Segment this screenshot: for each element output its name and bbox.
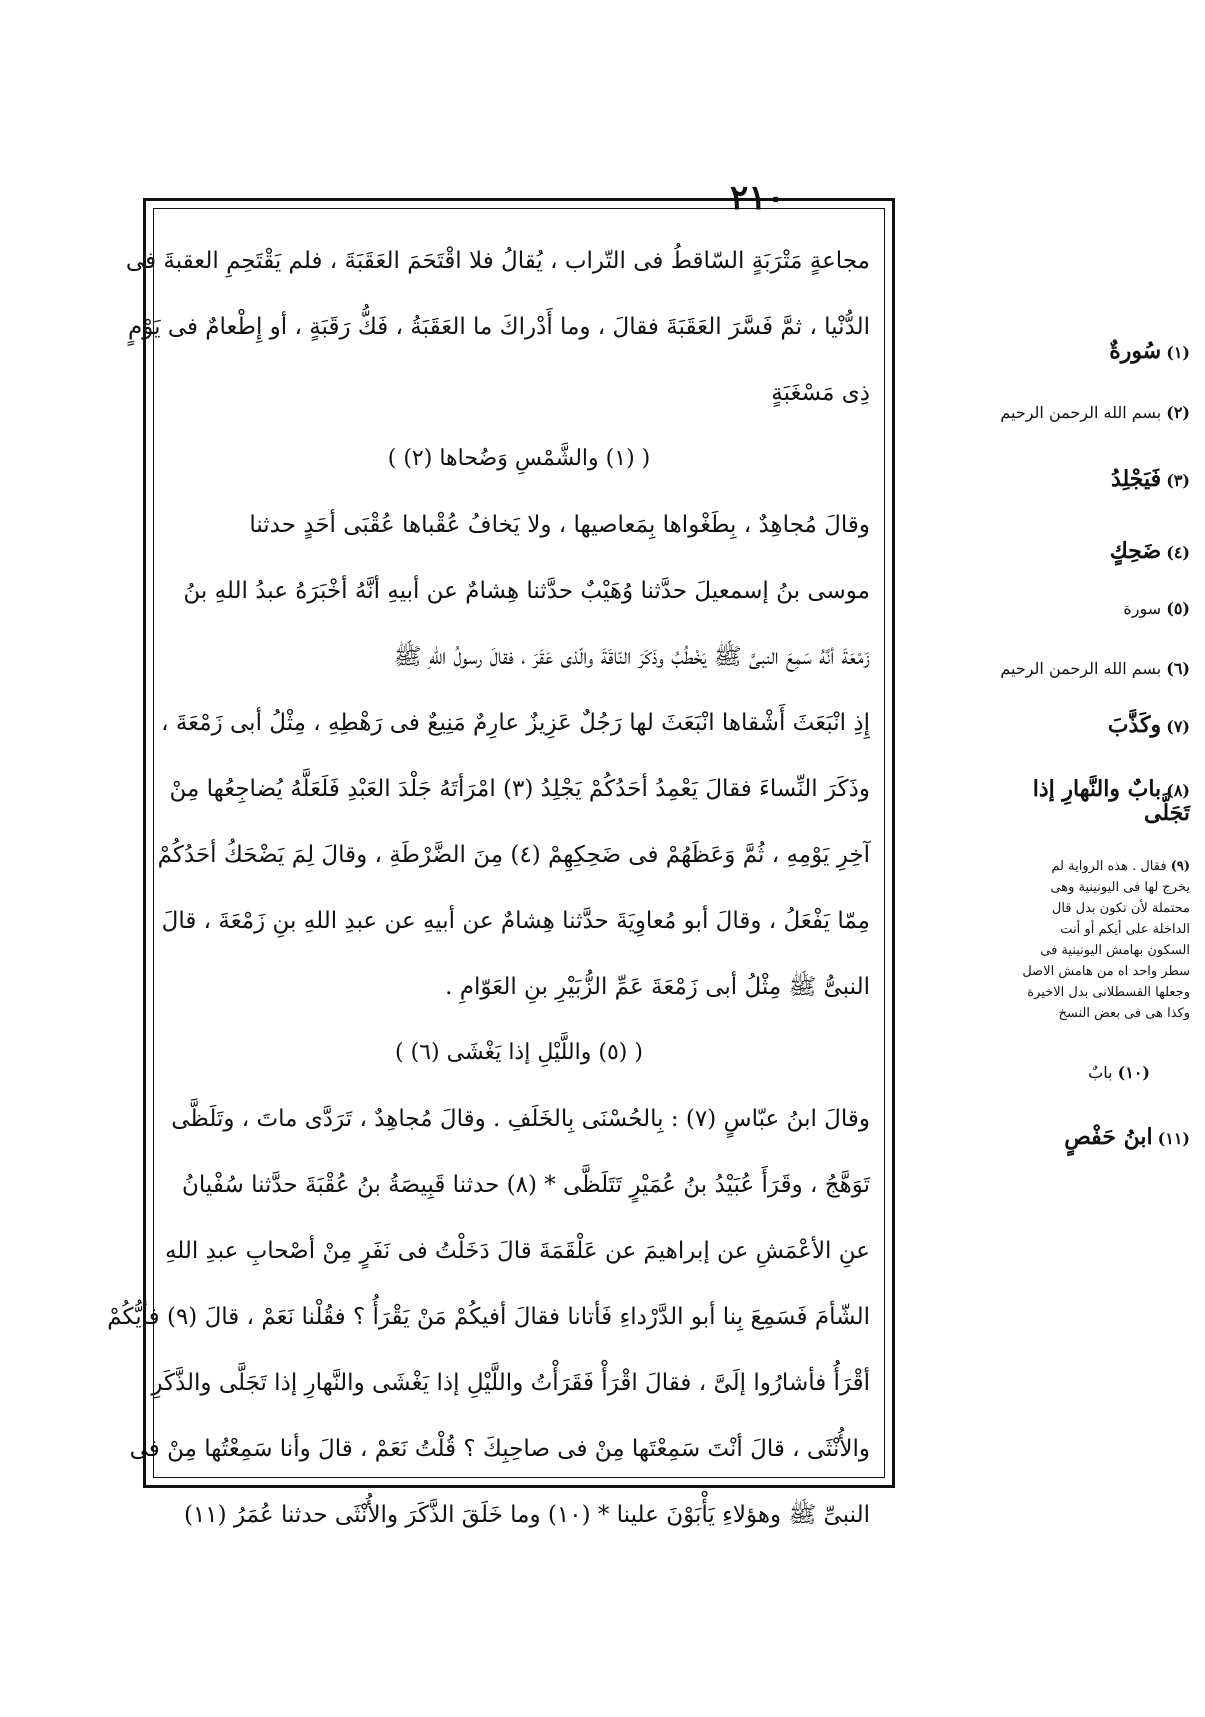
text-line: إِذِ انْبَعَثَ أَشْقاها انْبَعَثَ لها رَجُلٌ عَزِيزٌ عارِمٌ مَنِيعٌ فى رَهْطِهِ ، مِثْلُ أبى زَمْعَةَ ،	[161, 710, 870, 736]
text-line: والأُنْثَى ، قالَ أنْتَ سَمِعْتَها مِنْ فى صاحِبِكَ ؟ قُلْتُ نَعَمْ ، قالَ وأنا سَمِعْتُها مِنْ فى	[129, 1436, 870, 1462]
chapter-heading-layl: ( (٥) واللَّيْلِ إذا يَغْشَى (٦) )	[395, 1040, 643, 1065]
note-number: (١٠)	[1117, 1063, 1150, 1082]
margin-note	[900, 1126, 1190, 1150]
text-line: زَمْعَةَ أنَّهُ سَمِعَ النبىَّ ﷺ يَخْطُبُ وذَكَرَ النّاقَةَ والّذى عَقَرَ ، فقالَ رسولُ اللهِ ﷺ	[393, 644, 870, 670]
margin-note	[1020, 778, 1190, 826]
text-line: أقْرَأُ فأشارُوا إلَىَّ ، فقالَ اقْرَأْ فَقَرَأْتُ واللَّيْلِ إذا يَغْشَى والنَّهارِ إذا تَجَلَّى والذَّكَرِ	[151, 1370, 870, 1396]
text-line: عنِ الأعْمَشِ عن إبراهيمَ عن عَلْقَمَةَ قالَ دَخَلْتُ فى نَفَرٍ مِنْ أصْحابِ عبدِ اللهِ	[164, 1238, 870, 1264]
text-line: مجاعةٍ مَتْرَبَةٍ السّاقطُ فى التّراب ، يُقالُ فلا اقْتَحَمَ العَقَبَةَ ، فلم يَقْتَحِمِ العقبةَ فى	[125, 248, 870, 274]
text-line: الشّأمَ فَسَمِعَ بِنا أبو الدَّرْداءِ فَأتانا فقالَ أفيكُمْ مَنْ يَقْرَأُ ؟ فقُلْنا نَعَمْ ، قالَ (٩) فأيُّكُمْ	[107, 1304, 870, 1330]
note-number: (٥)	[1166, 599, 1190, 618]
note-text: بسم الله الرحمن الرحيم	[1000, 403, 1162, 422]
note-text: وكَذَّبَ	[1107, 712, 1162, 738]
text-line: وقالَ ابنُ عبّاسٍ (٧) : بِالحُسْنَى بِالخَلَفِ . وقالَ مُجاهِدٌ ، تَرَدَّى ماتَ ، وتَلَظَّى	[171, 1106, 870, 1132]
text-line: مِمّا يَفْعَلُ ، وقالَ أبو مُعاوِيَةَ حدَّثنا هِشامٌ عن أبيهِ عن عبدِ اللهِ بنِ زَمْعَةَ ، قالَ	[161, 908, 870, 934]
note-text: بابٌ والنَّهارِ إذا تَجَلَّى	[1032, 776, 1190, 826]
text-line: النبىُّ ﷺ مِثْلُ أبى زَمْعَةَ عَمِّ الزُّبَيْرِ بنِ العَوّامِ .	[445, 974, 870, 1000]
page-number: ٢١٠	[730, 178, 785, 218]
margin-note	[900, 340, 1190, 364]
note-text: سُورةٌ	[1109, 338, 1162, 364]
note-number: (٢)	[1166, 403, 1190, 422]
note-text: بسم الله الرحمن الرحيم	[1000, 659, 1162, 678]
note-text: سورة	[1123, 599, 1162, 618]
note-number: (٤)	[1166, 543, 1190, 562]
text-line: الدُّنْيا ، ثمَّ فَسَّرَ العَقَبَةَ فقالَ ، وما أَدْراكَ ما العَقَبَةُ ، فَكُّ رَقَبَةٍ ، أو إِطْعامٌ فى يَوْمٍ	[128, 314, 870, 340]
note-text: ضَحِكٍ	[1109, 538, 1162, 564]
margin-notes	[900, 330, 1190, 1150]
margin-note	[1022, 856, 1190, 1024]
note-number: (١١)	[1157, 1129, 1190, 1148]
note-text: بابٌ	[1088, 1063, 1113, 1082]
text-line: وقالَ مُجاهِدٌ ، بِطَغْواها بِمَعاصيها ، ولا يَخافُ عُقْباها عُقْبَى أحَدٍ حدثنا	[249, 512, 870, 538]
margin-note	[900, 540, 1190, 564]
text-line: موسى بنُ إسمعيلَ حدَّثنا وُهَيْبٌ حدَّثنا هِشامٌ عن أبيهِ أنَّهُ أخْبَرَهُ عبدُ اللهِ بنُ	[183, 578, 870, 604]
margin-note	[900, 714, 1190, 738]
note-text: فقال . هذه الرواية لم يخرج لها فى اليونينية وهى محتملة لأن تكون بدل قال الداخلة على أيكم أو أنت السكون بهامش اليونينية فى سطر واحد اه من هامش الاصل وجعلها القسطلانى بدل الاخيرة وكذا هى فى بعض النسخ	[1022, 859, 1190, 1021]
margin-note	[900, 402, 1190, 424]
text-line: آخِرِ يَوْمِهِ ، ثُمَّ وَعَظَهُمْ فى ضَحِكِهِمْ (٤) مِنَ الضَّرْطَةِ ، وقالَ لِمَ يَضْحَكُ أحَدُكُمْ	[157, 842, 870, 868]
note-number: (١)	[1166, 343, 1190, 362]
note-number: (٦)	[1166, 659, 1190, 678]
main-text-block	[107, 228, 870, 1548]
note-number: (٩)	[1170, 859, 1190, 874]
text-line: ذِى مَسْغَبَةٍ	[771, 380, 870, 406]
margin-note	[900, 598, 1190, 620]
text-line: وذَكَرَ النِّساءَ فقالَ يَعْمِدُ أحَدُكُمْ يَجْلِدُ (٣) امْرَأتَهُ جَلْدَ العَبْدِ فَلَعَلَّهُ يُضاجِعُها مِنْ	[169, 776, 870, 802]
text-line: تَوَهَّجُ ، وقَرَأَ عُبَيْدُ بنُ عُمَيْرٍ تَتَلَظَّى * (٨) حدثنا قَبِيصَةُ بنُ عُقْبَةَ حدَّثنا سُفْيانُ	[182, 1172, 870, 1198]
note-text: فَيَجْلِدُ	[1110, 466, 1162, 492]
margin-note	[900, 468, 1190, 492]
note-number: (٧)	[1166, 717, 1190, 736]
note-text: ابنُ حَفْصٍ	[1064, 1124, 1153, 1150]
note-number: (٣)	[1166, 471, 1190, 490]
margin-note	[900, 1062, 1190, 1084]
note-number: (٨)	[1166, 781, 1190, 800]
text-line: النبىِّ ﷺ وهؤلاءِ يَأْبَوْنَ علينا * (١٠) وما خَلَقَ الذَّكَرَ والأُنْثَى حدثنا عُمَرُ (١١)	[183, 1502, 870, 1528]
margin-note	[900, 658, 1190, 680]
chapter-heading-shams: ( (١) والشَّمْسِ وَضُحاها (٢) )	[387, 446, 651, 471]
